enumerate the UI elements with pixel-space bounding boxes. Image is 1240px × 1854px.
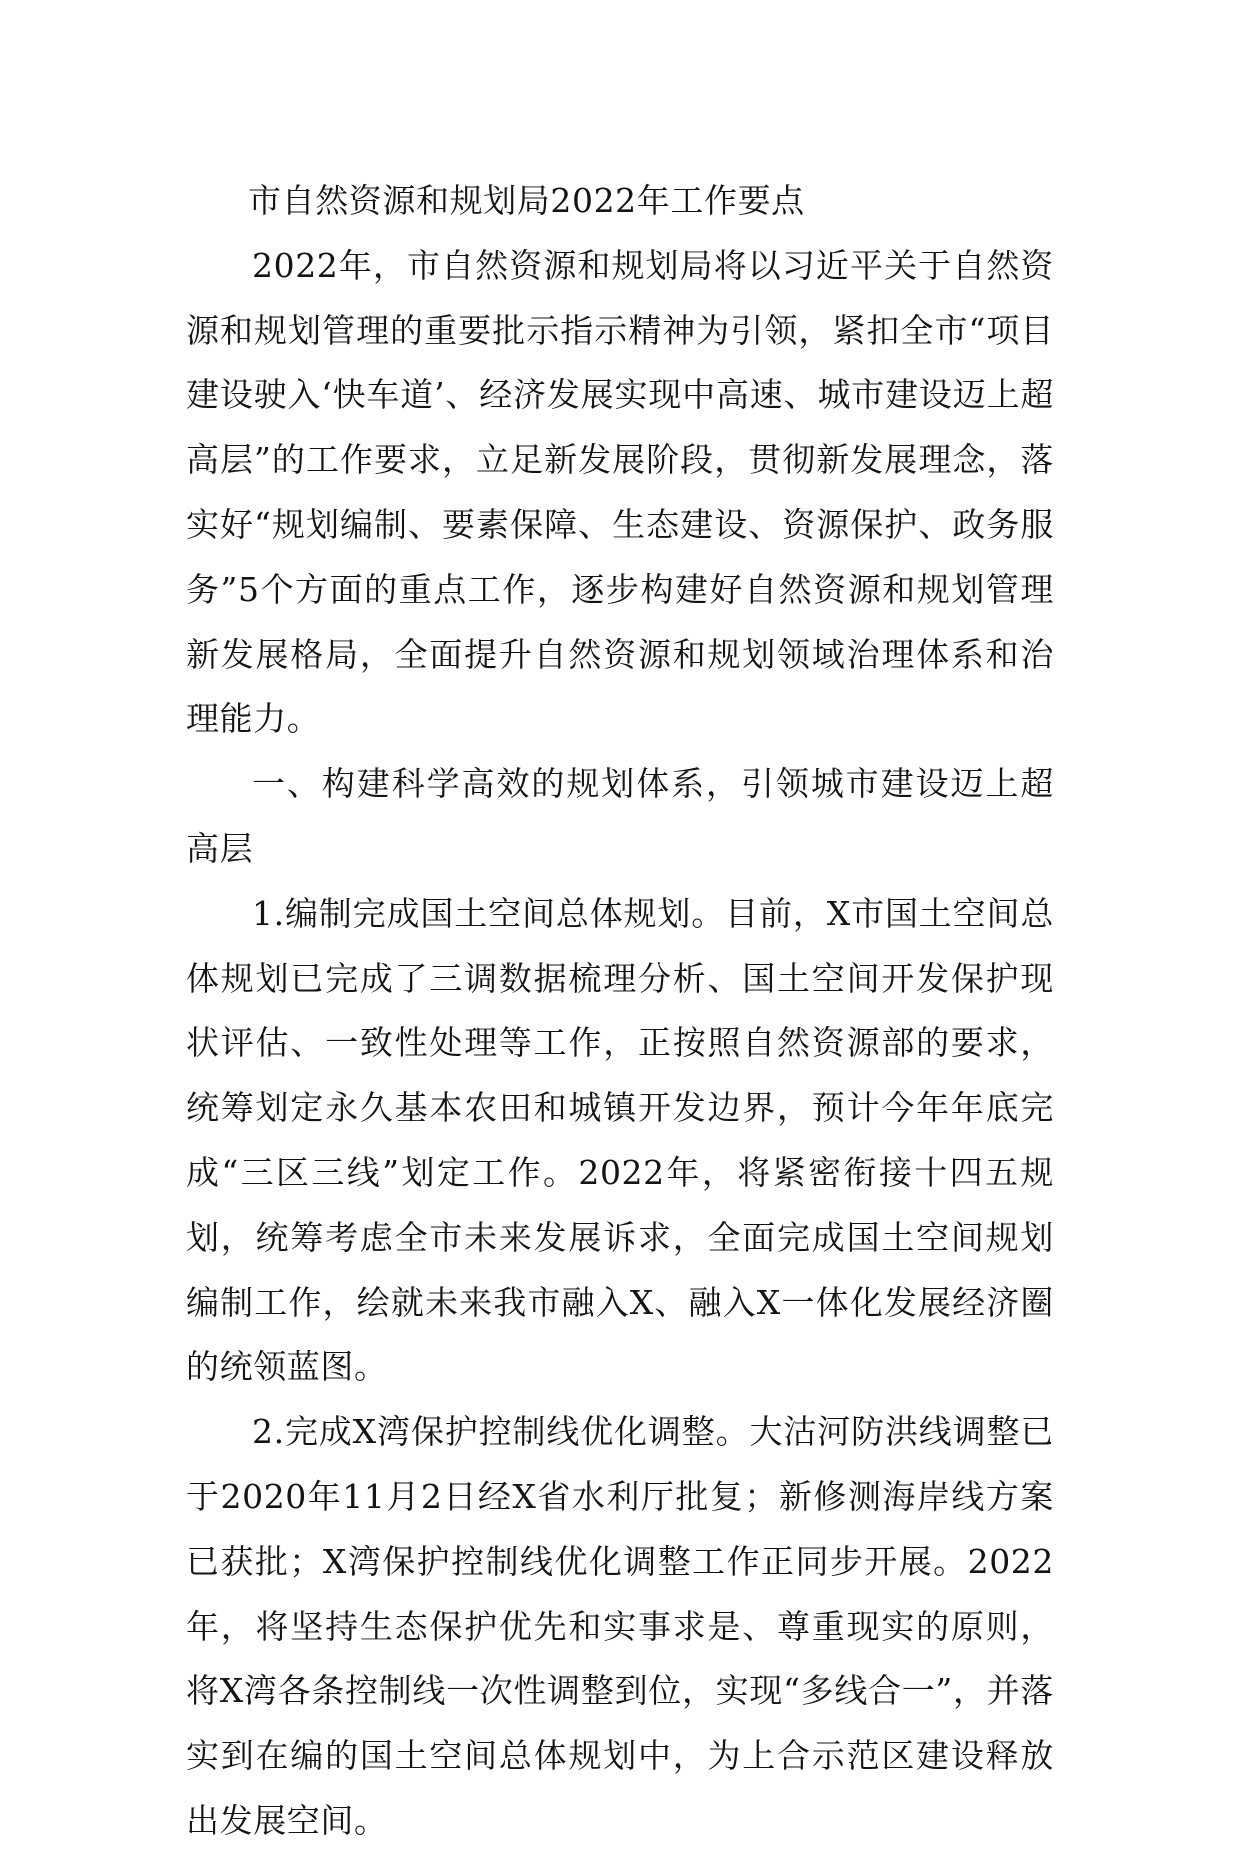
- item-1-paragraph: 1.编制完成国土空间总体规划。目前，X市国土空间总体规划已完成了三调数据梳理分析、国土空间开发保护现状评估、一致性处理等工作，正按照自然资源部的要求，统筹划定永久基本农田和城镇开发边界，预计今年年底完成“三区三线”划定工作。2022年，将紧密衔接十四五规划，统筹考虑全市未来发展诉求，全面完成国土空间规划编制工作，绘就未来我市融入X、融入X一体化发展经济圈的统领蓝图。: [186, 893, 1054, 1387]
- section-heading: 一、构建科学高效的规划体系，引领城市建设迈上超高层: [186, 764, 1054, 868]
- intro-paragraph: 2022年，市自然资源和规划局将以习近平关于自然资源和规划管理的重要批示指示精神为引领，紧扣全市“项目建设驶入‘快车道’、经济发展实现中高速、城市建设迈上超高层”的工作要求，立足新发展阶段，贯彻新发展理念，落实好“规划编制、要素保障、生态建设、资源保护、政务服务”5个方面的重点工作，逐步构建好自然资源和规划管理新发展格局，全面提升自然资源和规划领域治理体系和治理能力。: [186, 245, 1054, 739]
- document-title: 市自然资源和规划局2022年工作要点: [248, 181, 805, 220]
- document-body: [186, 169, 1054, 1854]
- item-2-paragraph: 2.完成X湾保护控制线优化调整。大沽河防洪线调整已于2020年11月2日经X省水利厅批复；新修测海岸线方案已获批；X湾保护控制线优化调整工作正同步开展。2022年，将坚持生态保护优先和实事求是、尊重现实的原则，将X湾各条控制线一次性调整到位，实现“多线合一”，并落实到在编的国土空间总体规划中，为上合示范区建设释放出发展空间。: [186, 1412, 1054, 1840]
